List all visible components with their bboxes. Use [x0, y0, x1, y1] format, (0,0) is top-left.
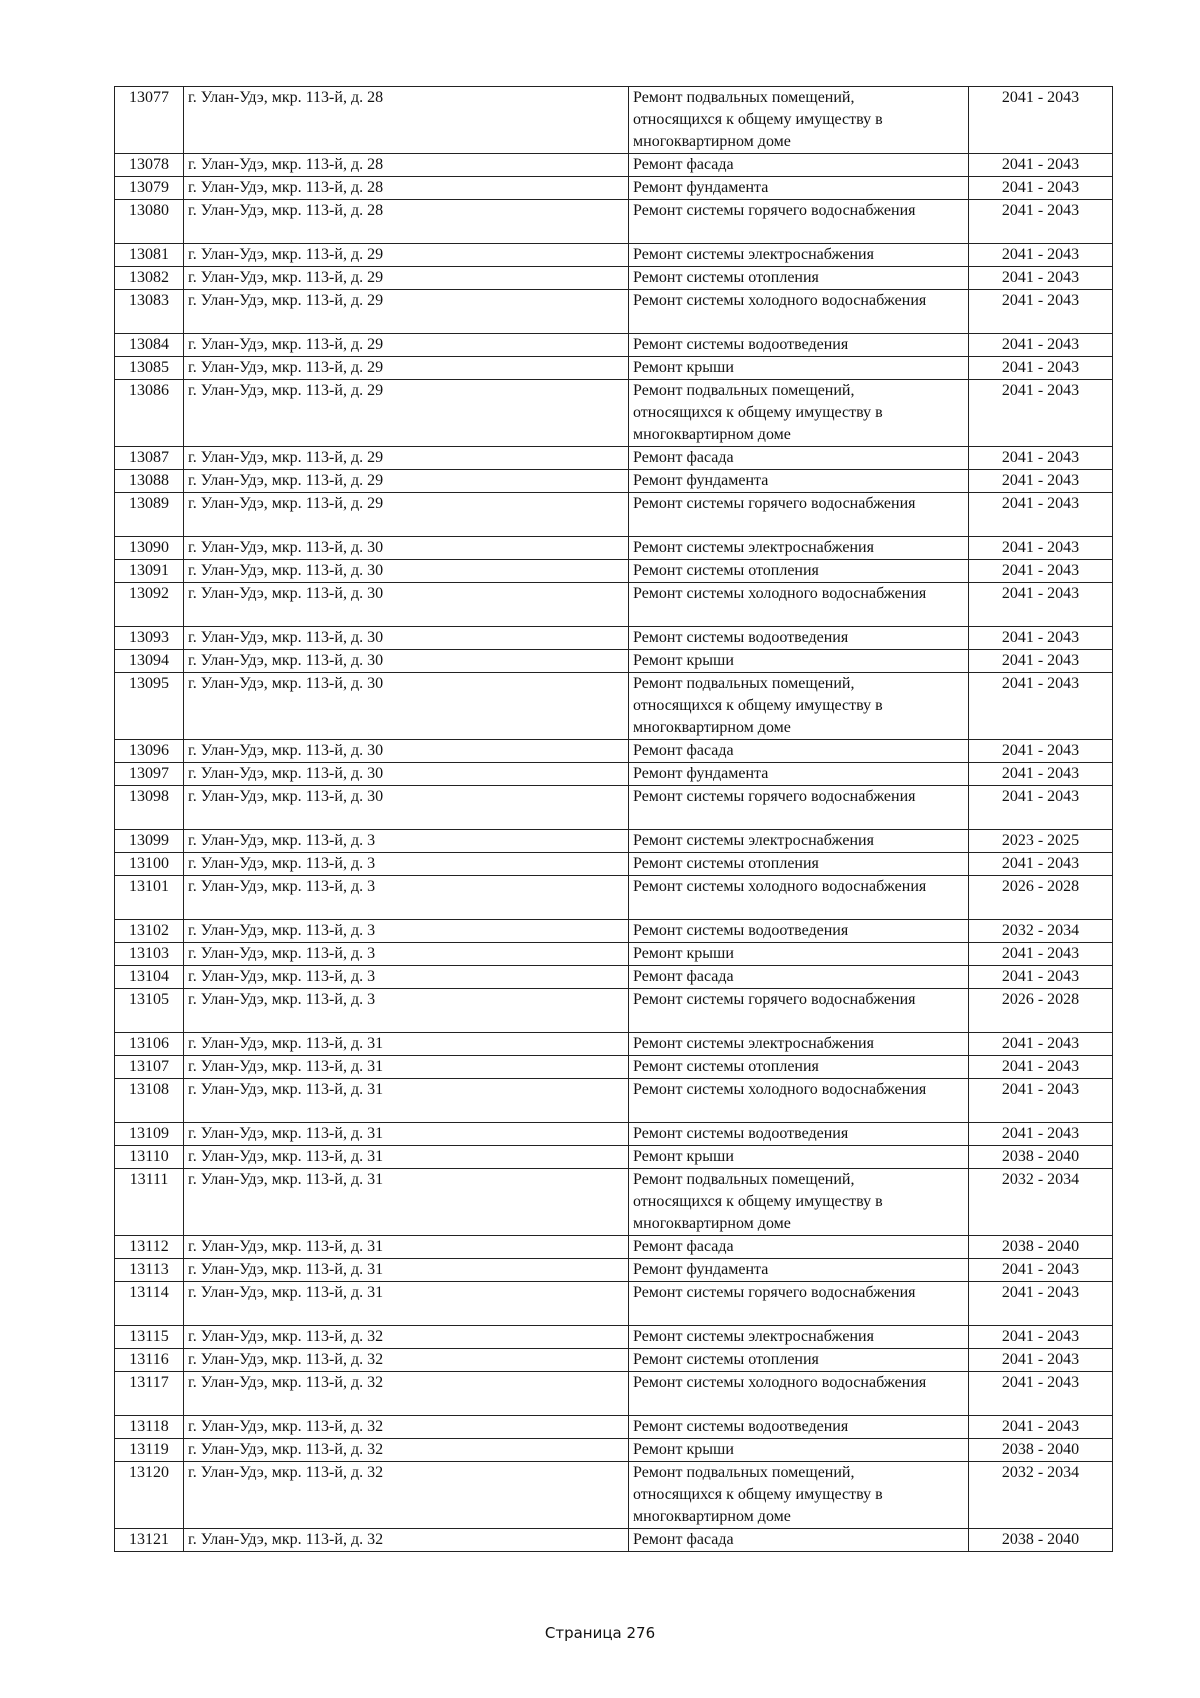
address-cell: г. Улан-Удэ, мкр. 113-й, д. 31	[184, 1033, 629, 1056]
row-number-cell: 13082	[115, 267, 184, 290]
table-row	[115, 1169, 1113, 1236]
work-type-cell: Ремонт системы холодного водоснабжения	[629, 290, 969, 334]
work-type-cell: Ремонт фасада	[629, 740, 969, 763]
row-number-cell: 13086	[115, 380, 184, 447]
row-number-cell: 13113	[115, 1259, 184, 1282]
work-type-cell: Ремонт системы водоотведения	[629, 1416, 969, 1439]
table-row	[115, 1372, 1113, 1416]
address-cell: г. Улан-Удэ, мкр. 113-й, д. 28	[184, 200, 629, 244]
work-type-cell: Ремонт фасада	[629, 154, 969, 177]
period-cell: 2041 - 2043	[969, 244, 1113, 267]
period-cell: 2023 - 2025	[969, 830, 1113, 853]
work-type-cell: Ремонт системы холодного водоснабжения	[629, 583, 969, 627]
work-type-cell: Ремонт системы отопления	[629, 853, 969, 876]
table-body	[115, 87, 1113, 1552]
address-cell: г. Улан-Удэ, мкр. 113-й, д. 31	[184, 1079, 629, 1123]
address-cell: г. Улан-Удэ, мкр. 113-й, д. 29	[184, 470, 629, 493]
table-row	[115, 830, 1113, 853]
row-number-cell: 13098	[115, 786, 184, 830]
address-cell: г. Улан-Удэ, мкр. 113-й, д. 31	[184, 1146, 629, 1169]
work-type-cell: Ремонт системы отопления	[629, 1349, 969, 1372]
period-cell: 2038 - 2040	[969, 1146, 1113, 1169]
address-cell: г. Улан-Удэ, мкр. 113-й, д. 28	[184, 87, 629, 154]
table-row	[115, 1439, 1113, 1462]
table-row	[115, 943, 1113, 966]
table-row	[115, 1282, 1113, 1326]
table-row	[115, 200, 1113, 244]
work-type-cell: Ремонт системы горячего водоснабжения	[629, 200, 969, 244]
period-cell: 2041 - 2043	[969, 853, 1113, 876]
work-type-cell: Ремонт фундамента	[629, 1259, 969, 1282]
period-cell: 2041 - 2043	[969, 560, 1113, 583]
address-cell: г. Улан-Удэ, мкр. 113-й, д. 29	[184, 334, 629, 357]
work-type-cell: Ремонт крыши	[629, 650, 969, 673]
address-cell: г. Улан-Удэ, мкр. 113-й, д. 32	[184, 1529, 629, 1552]
period-cell: 2041 - 2043	[969, 1416, 1113, 1439]
work-type-cell: Ремонт системы холодного водоснабжения	[629, 1079, 969, 1123]
work-type-cell: Ремонт крыши	[629, 1439, 969, 1462]
address-cell: г. Улан-Удэ, мкр. 113-й, д. 30	[184, 740, 629, 763]
work-type-cell: Ремонт подвальных помещений, относящихся к общему имуществу в многоквартирном доме	[629, 673, 969, 740]
row-number-cell: 13104	[115, 966, 184, 989]
period-cell: 2041 - 2043	[969, 200, 1113, 244]
work-type-cell: Ремонт фундамента	[629, 763, 969, 786]
period-cell: 2041 - 2043	[969, 1033, 1113, 1056]
work-type-cell: Ремонт фундамента	[629, 470, 969, 493]
address-cell: г. Улан-Удэ, мкр. 113-й, д. 28	[184, 177, 629, 200]
period-cell: 2038 - 2040	[969, 1236, 1113, 1259]
work-type-cell: Ремонт системы отопления	[629, 560, 969, 583]
period-cell: 2041 - 2043	[969, 650, 1113, 673]
address-cell: г. Улан-Удэ, мкр. 113-й, д. 29	[184, 493, 629, 537]
work-type-cell: Ремонт системы горячего водоснабжения	[629, 493, 969, 537]
address-cell: г. Улан-Удэ, мкр. 113-й, д. 30	[184, 627, 629, 650]
table-row	[115, 1079, 1113, 1123]
row-number-cell: 13114	[115, 1282, 184, 1326]
address-cell: г. Улан-Удэ, мкр. 113-й, д. 32	[184, 1462, 629, 1529]
table-row	[115, 380, 1113, 447]
work-type-cell: Ремонт системы электроснабжения	[629, 1326, 969, 1349]
row-number-cell: 13081	[115, 244, 184, 267]
row-number-cell: 13095	[115, 673, 184, 740]
table-row	[115, 1259, 1113, 1282]
address-cell: г. Улан-Удэ, мкр. 113-й, д. 29	[184, 290, 629, 334]
table-row	[115, 920, 1113, 943]
address-cell: г. Улан-Удэ, мкр. 113-й, д. 31	[184, 1282, 629, 1326]
period-cell: 2041 - 2043	[969, 1372, 1113, 1416]
table-row	[115, 650, 1113, 673]
period-cell: 2041 - 2043	[969, 470, 1113, 493]
page-number: Страница 276	[544, 1624, 656, 1642]
period-cell: 2038 - 2040	[969, 1439, 1113, 1462]
period-cell: 2041 - 2043	[969, 627, 1113, 650]
work-type-cell: Ремонт фасада	[629, 447, 969, 470]
row-number-cell: 13111	[115, 1169, 184, 1236]
row-number-cell: 13084	[115, 334, 184, 357]
address-cell: г. Улан-Удэ, мкр. 113-й, д. 29	[184, 447, 629, 470]
period-cell: 2041 - 2043	[969, 1079, 1113, 1123]
table-row	[115, 244, 1113, 267]
period-cell: 2041 - 2043	[969, 673, 1113, 740]
period-cell: 2032 - 2034	[969, 1169, 1113, 1236]
period-cell: 2026 - 2028	[969, 989, 1113, 1033]
address-cell: г. Улан-Удэ, мкр. 113-й, д. 31	[184, 1169, 629, 1236]
table-row	[115, 1146, 1113, 1169]
address-cell: г. Улан-Удэ, мкр. 113-й, д. 29	[184, 380, 629, 447]
table-row	[115, 786, 1113, 830]
table-row	[115, 334, 1113, 357]
work-type-cell: Ремонт подвальных помещений, относящихся к общему имуществу в многоквартирном доме	[629, 1169, 969, 1236]
row-number-cell: 13119	[115, 1439, 184, 1462]
row-number-cell: 13099	[115, 830, 184, 853]
table-row	[115, 673, 1113, 740]
period-cell: 2026 - 2028	[969, 876, 1113, 920]
table-row	[115, 1349, 1113, 1372]
period-cell: 2041 - 2043	[969, 380, 1113, 447]
row-number-cell: 13106	[115, 1033, 184, 1056]
row-number-cell: 13078	[115, 154, 184, 177]
address-cell: г. Улан-Удэ, мкр. 113-й, д. 3	[184, 989, 629, 1033]
table-row	[115, 357, 1113, 380]
work-type-cell: Ремонт системы холодного водоснабжения	[629, 1372, 969, 1416]
work-type-cell: Ремонт системы холодного водоснабжения	[629, 876, 969, 920]
row-number-cell: 13118	[115, 1416, 184, 1439]
table-row	[115, 1326, 1113, 1349]
period-cell: 2041 - 2043	[969, 763, 1113, 786]
address-cell: г. Улан-Удэ, мкр. 113-й, д. 29	[184, 267, 629, 290]
period-cell: 2041 - 2043	[969, 1123, 1113, 1146]
period-cell: 2041 - 2043	[969, 334, 1113, 357]
row-number-cell: 13083	[115, 290, 184, 334]
period-cell: 2041 - 2043	[969, 1056, 1113, 1079]
table-row	[115, 470, 1113, 493]
work-type-cell: Ремонт системы водоотведения	[629, 334, 969, 357]
table-row	[115, 1529, 1113, 1552]
work-type-cell: Ремонт системы отопления	[629, 1056, 969, 1079]
work-type-cell: Ремонт подвальных помещений, относящихся к общему имуществу в многоквартирном доме	[629, 1462, 969, 1529]
table-row	[115, 493, 1113, 537]
table-row	[115, 87, 1113, 154]
period-cell: 2041 - 2043	[969, 943, 1113, 966]
period-cell: 2041 - 2043	[969, 447, 1113, 470]
work-type-cell: Ремонт крыши	[629, 1146, 969, 1169]
row-number-cell: 13091	[115, 560, 184, 583]
row-number-cell: 13092	[115, 583, 184, 627]
row-number-cell: 13117	[115, 1372, 184, 1416]
work-type-cell: Ремонт системы водоотведения	[629, 627, 969, 650]
work-type-cell: Ремонт системы электроснабжения	[629, 537, 969, 560]
period-cell: 2032 - 2034	[969, 920, 1113, 943]
period-cell: 2041 - 2043	[969, 1259, 1113, 1282]
work-type-cell: Ремонт системы водоотведения	[629, 1123, 969, 1146]
repair-schedule-table	[114, 86, 1113, 1552]
table-row	[115, 1033, 1113, 1056]
row-number-cell: 13105	[115, 989, 184, 1033]
table-row	[115, 740, 1113, 763]
row-number-cell: 13093	[115, 627, 184, 650]
row-number-cell: 13120	[115, 1462, 184, 1529]
row-number-cell: 13102	[115, 920, 184, 943]
address-cell: г. Улан-Удэ, мкр. 113-й, д. 32	[184, 1326, 629, 1349]
work-type-cell: Ремонт системы водоотведения	[629, 920, 969, 943]
row-number-cell: 13077	[115, 87, 184, 154]
period-cell: 2041 - 2043	[969, 154, 1113, 177]
period-cell: 2041 - 2043	[969, 537, 1113, 560]
table-row	[115, 1056, 1113, 1079]
table-row	[115, 583, 1113, 627]
table-row	[115, 447, 1113, 470]
table-row	[115, 1236, 1113, 1259]
row-number-cell: 13097	[115, 763, 184, 786]
row-number-cell: 13096	[115, 740, 184, 763]
period-cell: 2041 - 2043	[969, 966, 1113, 989]
work-type-cell: Ремонт системы горячего водоснабжения	[629, 989, 969, 1033]
row-number-cell: 13112	[115, 1236, 184, 1259]
period-cell: 2041 - 2043	[969, 177, 1113, 200]
address-cell: г. Улан-Удэ, мкр. 113-й, д. 30	[184, 650, 629, 673]
address-cell: г. Улан-Удэ, мкр. 113-й, д. 32	[184, 1372, 629, 1416]
work-type-cell: Ремонт фасада	[629, 1236, 969, 1259]
row-number-cell: 13108	[115, 1079, 184, 1123]
table-row	[115, 177, 1113, 200]
row-number-cell: 13079	[115, 177, 184, 200]
period-cell: 2041 - 2043	[969, 1326, 1113, 1349]
work-type-cell: Ремонт фасада	[629, 1529, 969, 1552]
work-type-cell: Ремонт крыши	[629, 357, 969, 380]
address-cell: г. Улан-Удэ, мкр. 113-й, д. 32	[184, 1349, 629, 1372]
period-cell: 2041 - 2043	[969, 1282, 1113, 1326]
row-number-cell: 13087	[115, 447, 184, 470]
row-number-cell: 13116	[115, 1349, 184, 1372]
row-number-cell: 13085	[115, 357, 184, 380]
work-type-cell: Ремонт системы горячего водоснабжения	[629, 786, 969, 830]
address-cell: г. Улан-Удэ, мкр. 113-й, д. 3	[184, 853, 629, 876]
row-number-cell: 13100	[115, 853, 184, 876]
address-cell: г. Улан-Удэ, мкр. 113-й, д. 3	[184, 830, 629, 853]
address-cell: г. Улан-Удэ, мкр. 113-й, д. 32	[184, 1439, 629, 1462]
table-row	[115, 290, 1113, 334]
address-cell: г. Улан-Удэ, мкр. 113-й, д. 3	[184, 943, 629, 966]
address-cell: г. Улан-Удэ, мкр. 113-й, д. 3	[184, 920, 629, 943]
table-row	[115, 989, 1113, 1033]
work-type-cell: Ремонт подвальных помещений, относящихся к общему имуществу в многоквартирном доме	[629, 87, 969, 154]
address-cell: г. Улан-Удэ, мкр. 113-й, д. 30	[184, 763, 629, 786]
row-number-cell: 13109	[115, 1123, 184, 1146]
period-cell: 2032 - 2034	[969, 1462, 1113, 1529]
row-number-cell: 13101	[115, 876, 184, 920]
work-type-cell: Ремонт системы электроснабжения	[629, 244, 969, 267]
period-cell: 2041 - 2043	[969, 786, 1113, 830]
period-cell: 2041 - 2043	[969, 493, 1113, 537]
address-cell: г. Улан-Удэ, мкр. 113-й, д. 31	[184, 1123, 629, 1146]
table-row	[115, 1462, 1113, 1529]
row-number-cell: 13107	[115, 1056, 184, 1079]
row-number-cell: 13121	[115, 1529, 184, 1552]
address-cell: г. Улан-Удэ, мкр. 113-й, д. 30	[184, 583, 629, 627]
table-row	[115, 537, 1113, 560]
work-type-cell: Ремонт системы электроснабжения	[629, 1033, 969, 1056]
table-row	[115, 1123, 1113, 1146]
table-row	[115, 154, 1113, 177]
period-cell: 2041 - 2043	[969, 267, 1113, 290]
period-cell: 2041 - 2043	[969, 290, 1113, 334]
work-type-cell: Ремонт системы отопления	[629, 267, 969, 290]
period-cell: 2041 - 2043	[969, 740, 1113, 763]
address-cell: г. Улан-Удэ, мкр. 113-й, д. 31	[184, 1259, 629, 1282]
row-number-cell: 13094	[115, 650, 184, 673]
work-type-cell: Ремонт системы электроснабжения	[629, 830, 969, 853]
address-cell: г. Улан-Удэ, мкр. 113-й, д. 30	[184, 673, 629, 740]
period-cell: 2041 - 2043	[969, 87, 1113, 154]
period-cell: 2041 - 2043	[969, 1349, 1113, 1372]
table-row	[115, 763, 1113, 786]
table-row	[115, 966, 1113, 989]
period-cell: 2041 - 2043	[969, 583, 1113, 627]
period-cell: 2041 - 2043	[969, 357, 1113, 380]
address-cell: г. Улан-Удэ, мкр. 113-й, д. 29	[184, 244, 629, 267]
work-type-cell: Ремонт фундамента	[629, 177, 969, 200]
address-cell: г. Улан-Удэ, мкр. 113-й, д. 29	[184, 357, 629, 380]
address-cell: г. Улан-Удэ, мкр. 113-й, д. 3	[184, 966, 629, 989]
table-row	[115, 1416, 1113, 1439]
table-row	[115, 627, 1113, 650]
address-cell: г. Улан-Удэ, мкр. 113-й, д. 28	[184, 154, 629, 177]
row-number-cell: 13080	[115, 200, 184, 244]
table-row	[115, 853, 1113, 876]
row-number-cell: 13089	[115, 493, 184, 537]
table-row	[115, 876, 1113, 920]
row-number-cell: 13090	[115, 537, 184, 560]
row-number-cell: 13115	[115, 1326, 184, 1349]
work-type-cell: Ремонт системы горячего водоснабжения	[629, 1282, 969, 1326]
row-number-cell: 13088	[115, 470, 184, 493]
table-row	[115, 560, 1113, 583]
address-cell: г. Улан-Удэ, мкр. 113-й, д. 32	[184, 1416, 629, 1439]
work-type-cell: Ремонт подвальных помещений, относящихся к общему имуществу в многоквартирном доме	[629, 380, 969, 447]
period-cell: 2038 - 2040	[969, 1529, 1113, 1552]
work-type-cell: Ремонт крыши	[629, 943, 969, 966]
address-cell: г. Улан-Удэ, мкр. 113-й, д. 30	[184, 537, 629, 560]
address-cell: г. Улан-Удэ, мкр. 113-й, д. 31	[184, 1236, 629, 1259]
address-cell: г. Улан-Удэ, мкр. 113-й, д. 3	[184, 876, 629, 920]
address-cell: г. Улан-Удэ, мкр. 113-й, д. 31	[184, 1056, 629, 1079]
address-cell: г. Улан-Удэ, мкр. 113-й, д. 30	[184, 786, 629, 830]
address-cell: г. Улан-Удэ, мкр. 113-й, д. 30	[184, 560, 629, 583]
row-number-cell: 13103	[115, 943, 184, 966]
row-number-cell: 13110	[115, 1146, 184, 1169]
work-type-cell: Ремонт фасада	[629, 966, 969, 989]
table-row	[115, 267, 1113, 290]
